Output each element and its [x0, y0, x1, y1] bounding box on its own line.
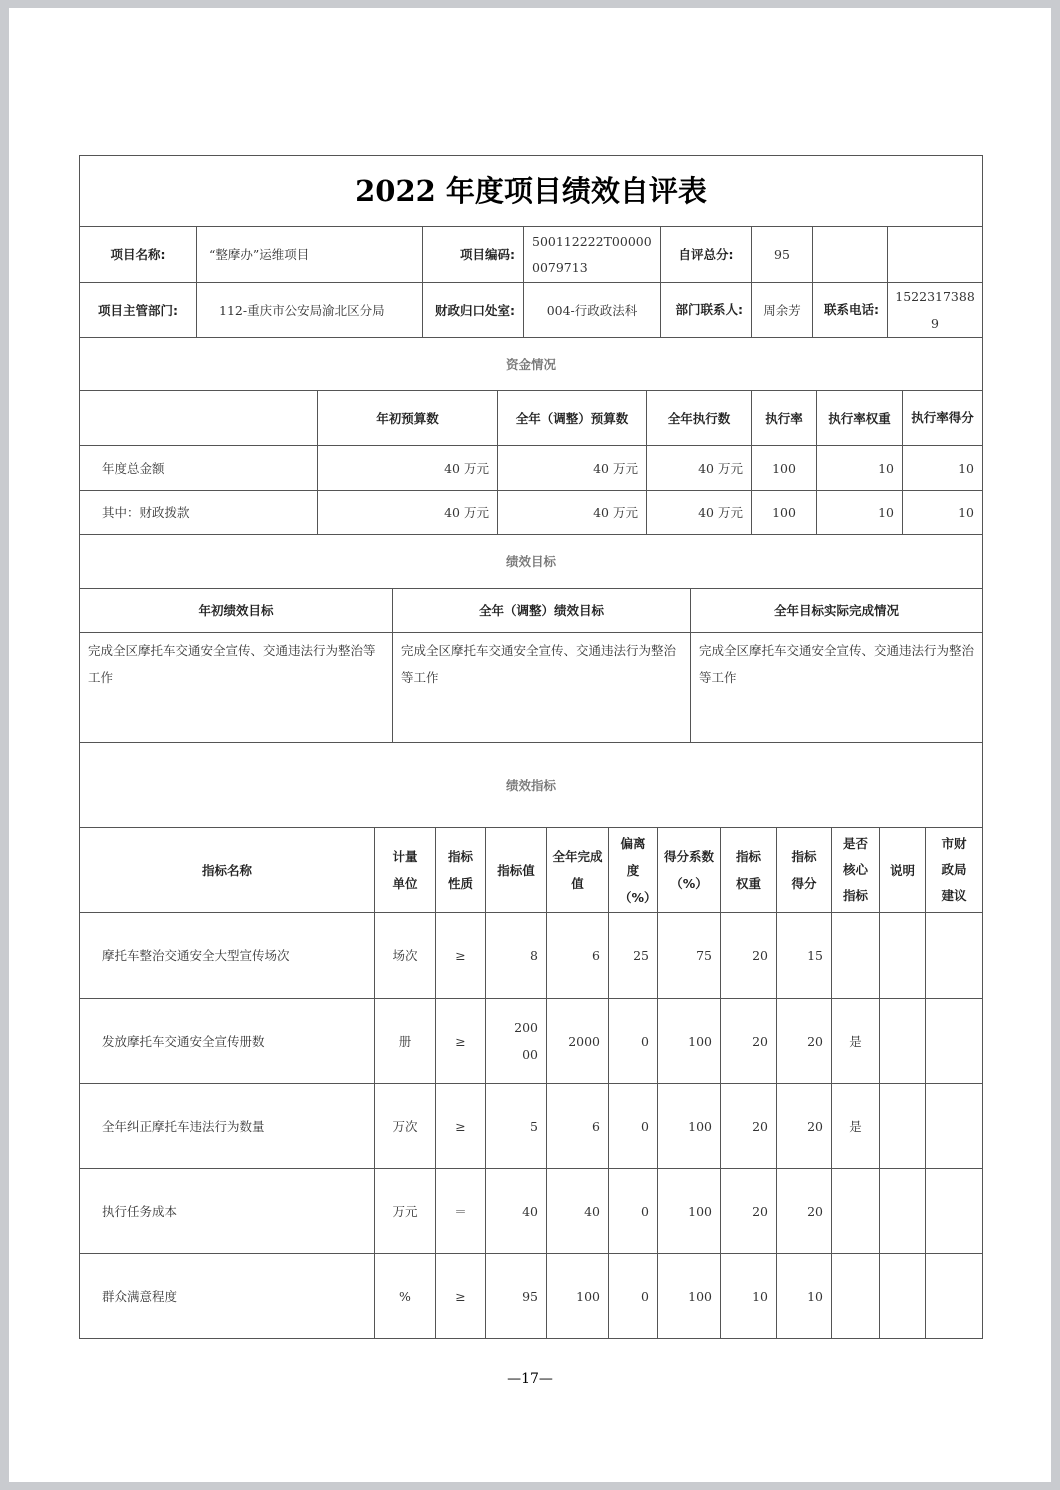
indicator-cell: 10 [721, 1254, 777, 1339]
funds-cell: 100 [752, 446, 817, 491]
indicators-section-title: 绩效指标 [80, 743, 983, 828]
funds-cell: 10 [817, 491, 903, 535]
indicator-cell: 5 [486, 1084, 547, 1169]
indicator-cell: 0 [609, 999, 658, 1084]
indicator-cell: 40 [486, 1169, 547, 1254]
goals-header: 年初绩效目标 [80, 589, 393, 633]
funds-cell: 40 万元 [318, 446, 498, 491]
indicator-header: 得分系数（%） [658, 828, 721, 913]
funds-row-name: 年度总金额 [80, 446, 318, 491]
indicator-cell [926, 999, 983, 1084]
funds-header: 全年（调整）预算数 [498, 391, 647, 446]
indicator-name: 执行任务成本 [80, 1169, 375, 1254]
indicator-cell: 75 [658, 913, 721, 999]
indicator-cell [880, 1254, 926, 1339]
indicator-header: 指标性质 [436, 828, 486, 913]
indicator-header: 市财政局建议 [926, 828, 983, 913]
indicator-cell: 6 [547, 1084, 609, 1169]
goals-header: 全年目标实际完成情况 [691, 589, 983, 633]
indicator-cell [880, 999, 926, 1084]
indicator-cell [832, 1254, 880, 1339]
indicator-cell [880, 1169, 926, 1254]
funds-cell: 40 万元 [647, 491, 752, 535]
table-row [80, 913, 983, 999]
table-row [80, 1169, 983, 1254]
indicator-cell: 是 [832, 1084, 880, 1169]
indicator-cell [832, 913, 880, 999]
indicator-cell: ≥ [436, 1254, 486, 1339]
indicator-cell: 100 [658, 1254, 721, 1339]
indicator-cell: 20 [721, 1084, 777, 1169]
funds-cell: 40 万元 [318, 491, 498, 535]
indicator-cell: 8 [486, 913, 547, 999]
indicator-cell: 2000 [547, 999, 609, 1084]
indicator-cell [926, 1084, 983, 1169]
indicator-header: 说明 [880, 828, 926, 913]
table-row [80, 1084, 983, 1169]
funds-cell: 10 [817, 446, 903, 491]
table-row [80, 446, 983, 491]
project-name: “整摩办”运维项目 [197, 227, 423, 283]
indicator-header: 偏离度（%） [609, 828, 658, 913]
funds-cell: 40 万元 [498, 446, 647, 491]
self-score-label: 自评总分: [661, 227, 752, 283]
indicator-cell: ≥ [436, 1084, 486, 1169]
goals-section-title: 绩效目标 [80, 535, 983, 589]
indicator-cell: 15 [777, 913, 832, 999]
table-row [80, 491, 983, 535]
phone-label: 联系电话: [813, 283, 888, 338]
indicator-cell: 20 [721, 1169, 777, 1254]
indicator-cell [880, 913, 926, 999]
goal-text: 完成全区摩托车交通安全宣传、交通违法行为整治等工作 [691, 633, 983, 743]
self-score: 95 [752, 227, 813, 283]
header-table [79, 155, 983, 391]
indicator-cell: 20 [777, 1084, 832, 1169]
indicator-cell [832, 1169, 880, 1254]
project-name-label: 项目名称: [80, 227, 197, 283]
indicator-header: 计量单位 [375, 828, 436, 913]
contact-label: 部门联系人: [661, 283, 752, 338]
indicator-cell: 0 [609, 1084, 658, 1169]
indicator-cell: 10 [777, 1254, 832, 1339]
indicator-cell: ＝ [436, 1169, 486, 1254]
indicator-header: 指标权重 [721, 828, 777, 913]
indicator-cell: 万次 [375, 1084, 436, 1169]
page-number: —17— [507, 1371, 553, 1387]
goal-text: 完成全区摩托车交通安全宣传、交通违法行为整治等工作 [393, 633, 691, 743]
indicator-name: 摩托车整治交通安全大型宣传场次 [80, 913, 375, 999]
table-row [80, 1254, 983, 1339]
indicator-cell: ≥ [436, 999, 486, 1084]
project-code: 500112222T000000079713 [524, 227, 661, 283]
funds-cell: 100 [752, 491, 817, 535]
indicator-header: 是否核心指标 [832, 828, 880, 913]
indicator-cell: 万元 [375, 1169, 436, 1254]
indicator-cell: 100 [658, 999, 721, 1084]
indicator-cell [880, 1084, 926, 1169]
indicator-cell: 20 [777, 1169, 832, 1254]
indicator-cell: 册 [375, 999, 436, 1084]
indicator-cell: 25 [609, 913, 658, 999]
funds-cell: 10 [903, 446, 983, 491]
indicator-header: 全年完成值 [547, 828, 609, 913]
indicator-cell: 20 [721, 913, 777, 999]
funds-header: 执行率 [752, 391, 817, 446]
page-title: 2022 年度项目绩效自评表 [80, 156, 983, 227]
empty-cell [813, 227, 888, 283]
contact: 周余芳 [752, 283, 813, 338]
dept-label: 项目主管部门: [80, 283, 197, 338]
funds-cell: 40 万元 [498, 491, 647, 535]
indicator-cell: 95 [486, 1254, 547, 1339]
indicator-cell: 20000 [486, 999, 547, 1084]
indicator-cell: 0 [609, 1254, 658, 1339]
goals-header: 全年（调整）绩效目标 [393, 589, 691, 633]
indicator-cell: % [375, 1254, 436, 1339]
indicator-cell [926, 913, 983, 999]
indicator-cell: 20 [721, 999, 777, 1084]
phone: 15223173889 [888, 283, 983, 338]
indicator-cell: ≥ [436, 913, 486, 999]
funds-table [79, 390, 983, 589]
funds-cell: 40 万元 [647, 446, 752, 491]
indicator-cell: 100 [658, 1169, 721, 1254]
empty-cell [888, 227, 983, 283]
indicator-cell: 是 [832, 999, 880, 1084]
goals-table [79, 588, 983, 828]
funds-header: 全年执行数 [647, 391, 752, 446]
indicator-cell [926, 1169, 983, 1254]
indicator-cell: 0 [609, 1169, 658, 1254]
dept: 112-重庆市公安局渝北区分局 [197, 283, 423, 338]
indicator-cell: 100 [547, 1254, 609, 1339]
goal-text: 完成全区摩托车交通安全宣传、交通违法行为整治等工作 [80, 633, 393, 743]
indicators-table [79, 827, 983, 1339]
funds-cell: 10 [903, 491, 983, 535]
funds-header: 执行率得分 [903, 391, 983, 446]
table-row [80, 999, 983, 1084]
finance: 004-行政政法科 [524, 283, 661, 338]
funds-header: 年初预算数 [318, 391, 498, 446]
indicator-cell: 100 [658, 1084, 721, 1169]
indicator-name: 发放摩托车交通安全宣传册数 [80, 999, 375, 1084]
indicator-header: 指标名称 [80, 828, 375, 913]
indicator-cell: 20 [777, 999, 832, 1084]
indicator-cell: 6 [547, 913, 609, 999]
indicator-name: 全年纠正摩托车违法行为数量 [80, 1084, 375, 1169]
indicator-header: 指标得分 [777, 828, 832, 913]
indicator-cell: 场次 [375, 913, 436, 999]
indicator-cell [926, 1254, 983, 1339]
indicator-name: 群众满意程度 [80, 1254, 375, 1339]
funds-row-name: 其中：财政拨款 [80, 491, 318, 535]
indicator-cell: 40 [547, 1169, 609, 1254]
project-code-label: 项目编码: [423, 227, 524, 283]
funds-header: 执行率权重 [817, 391, 903, 446]
finance-label: 财政归口处室: [423, 283, 524, 338]
funds-header-blank [80, 391, 318, 446]
indicator-header: 指标值 [486, 828, 547, 913]
funds-section-title: 资金情况 [80, 338, 983, 391]
